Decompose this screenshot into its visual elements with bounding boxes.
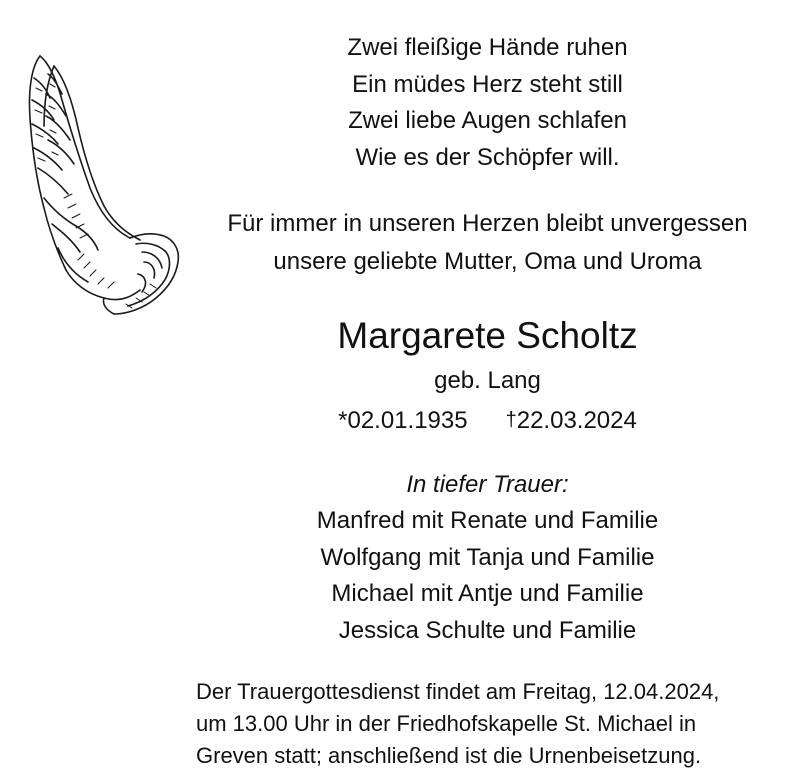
poem-line: Wie es der Schöpfer will. (355, 143, 620, 171)
list-item: Michael mit Antje und Familie (331, 580, 644, 607)
list-item: Wolfgang mit Tanja und Familie (320, 543, 655, 571)
life-dates (175, 402, 800, 439)
death-cross-icon: † (505, 409, 517, 431)
poem (175, 30, 800, 176)
poem-line: Zwei fleißige Hände ruhen (347, 34, 628, 61)
service-line: Der Trauergottesdienst findet am Freitag, 12.04.2024, (196, 679, 720, 704)
poem-line: Zwei liebe Augen schlafen (348, 107, 627, 134)
mourners-list (175, 503, 800, 649)
birth-marker: * (338, 407, 348, 434)
intro-text (175, 205, 800, 281)
poem-line: Ein müdes Herz steht still (352, 70, 623, 98)
mourning-heading: In tiefer Trauer: (406, 471, 569, 498)
service-info (196, 676, 796, 772)
death-date: 22.03.2024 (516, 407, 637, 434)
maiden-name: geb. Lang (434, 367, 541, 394)
intro-line: unsere geliebte Mutter, Oma und Uroma (273, 248, 702, 275)
list-item: Jessica Schulte und Familie (338, 616, 637, 644)
deceased-name: Margarete Scholtz (337, 315, 638, 356)
list-item: Manfred mit Renate und Familie (316, 507, 659, 534)
praying-hands-icon (18, 48, 183, 323)
intro-line: Für immer in unseren Herzen bleibt unvergessen (227, 210, 748, 237)
service-line: um 13.00 Uhr in der Friedhofskapelle St. Michael in (196, 711, 697, 736)
birth-date: 02.01.1935 (347, 407, 468, 434)
service-line: Greven statt; anschließend ist die Urnenbeisetzung. (196, 743, 702, 768)
